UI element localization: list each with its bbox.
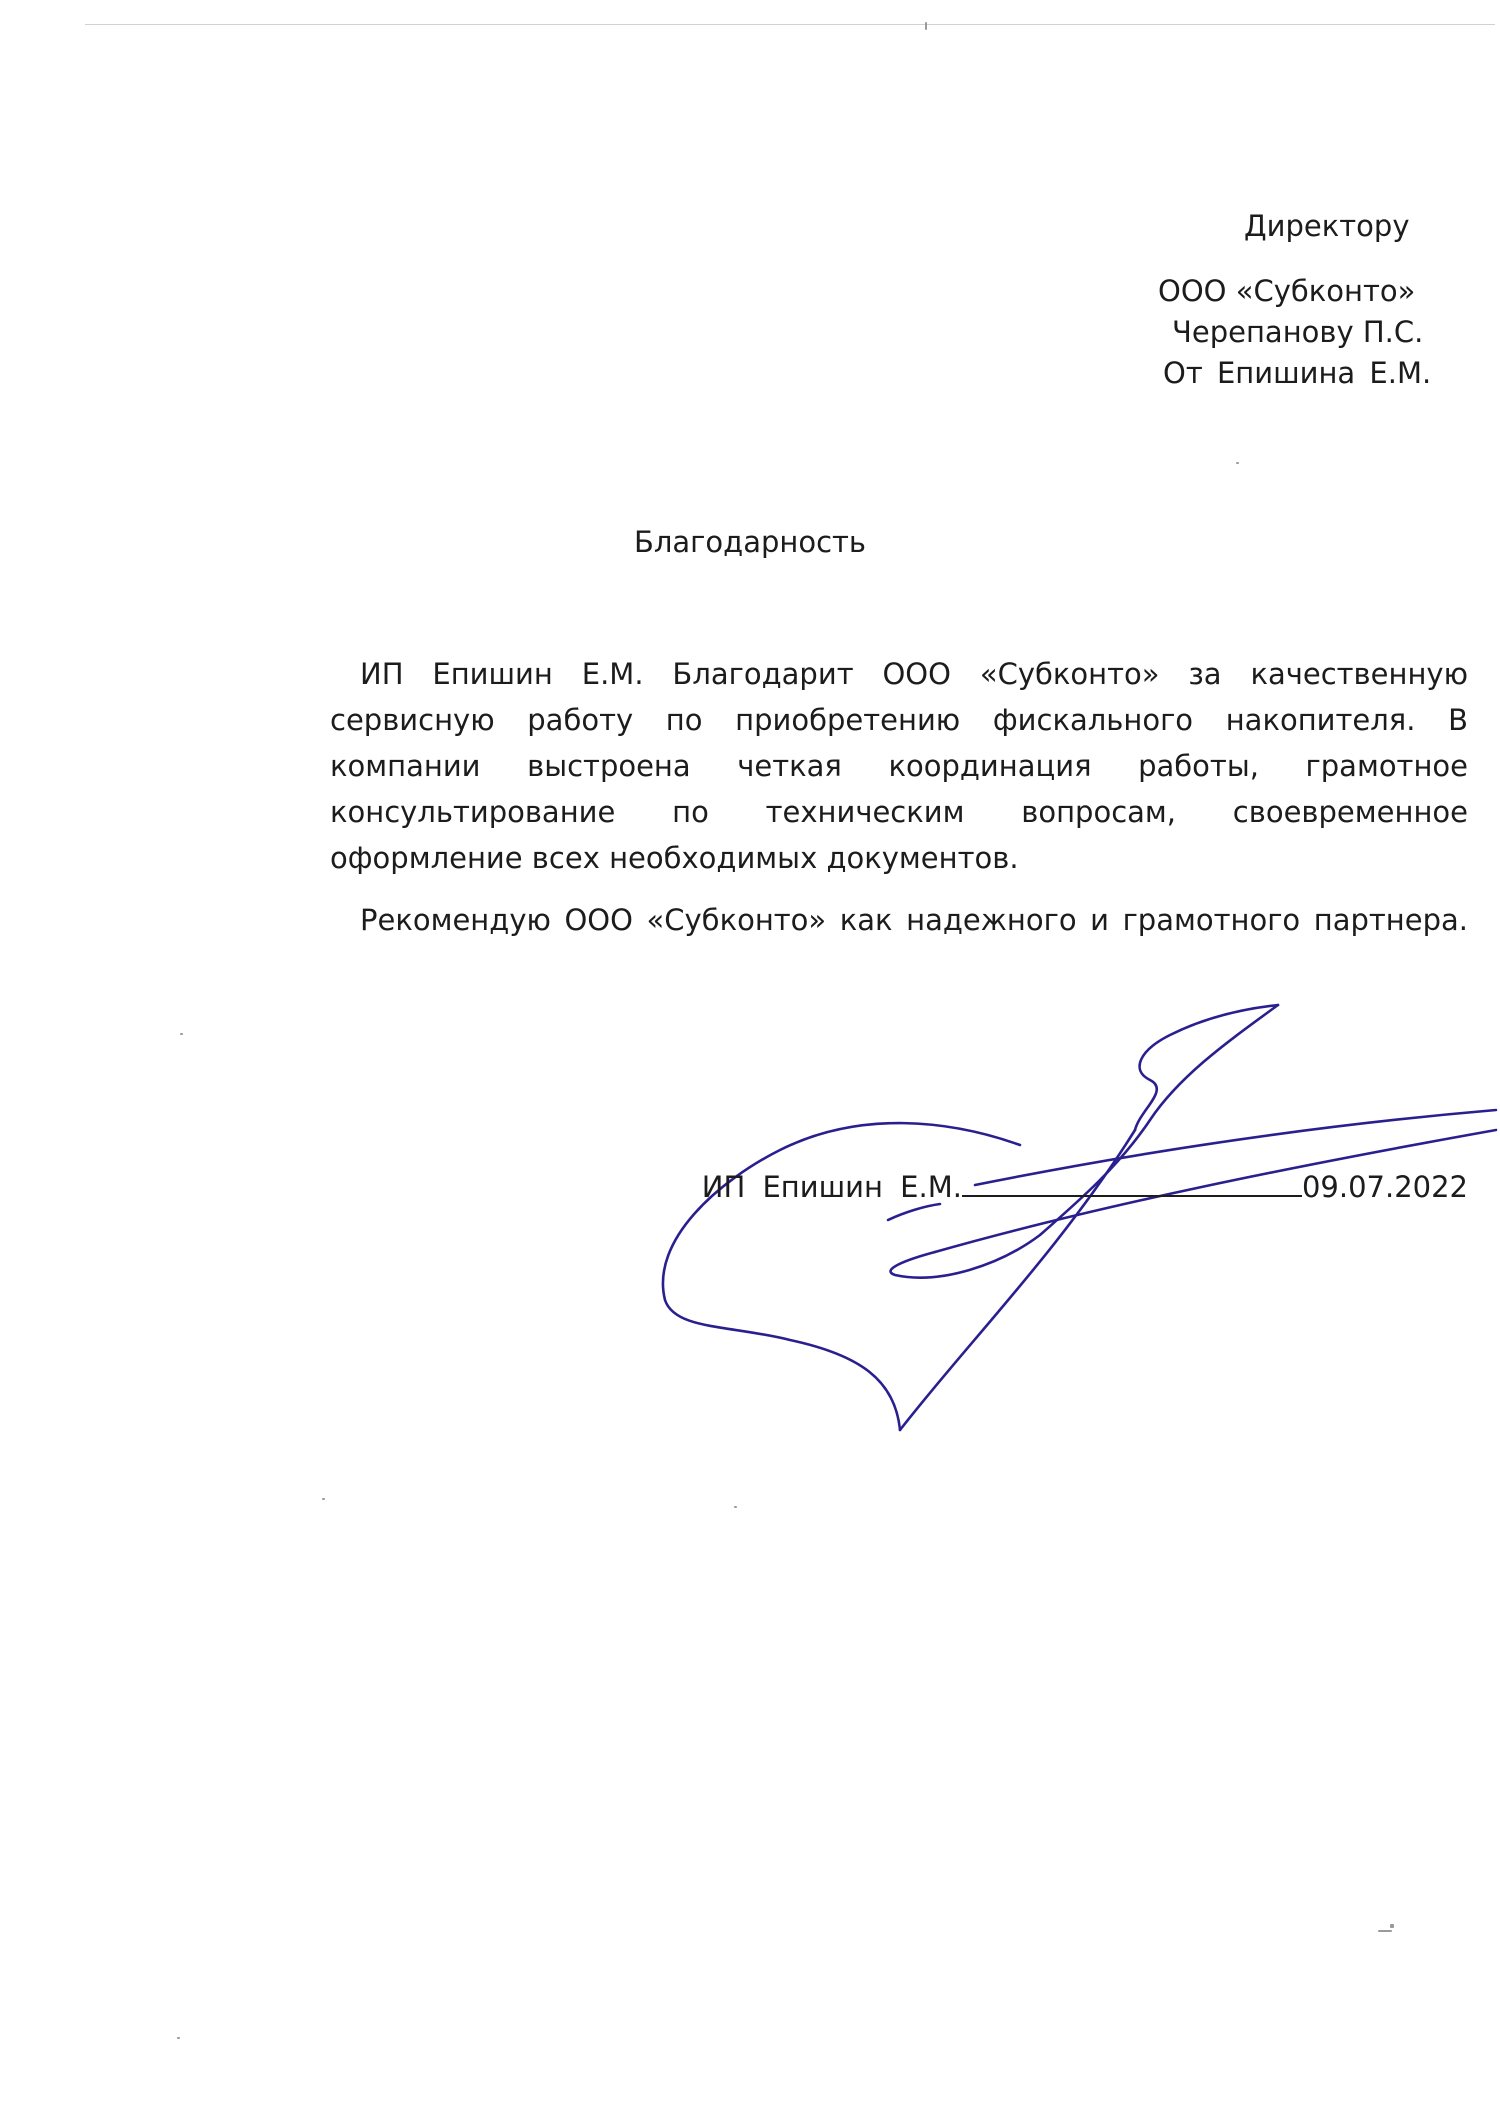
addressee-company: ООО «Субконто» bbox=[1158, 274, 1416, 308]
scan-speck bbox=[180, 1033, 183, 1035]
body-paragraph-1: ИП Епишин Е.М. Благодарит ООО «Субконто» за качественную сервисную работу по приобретению фискального накопителя. В компании выстроена четкая координация работы, грамотное консультирование по техническим вопросам, своевременное оформление всех необходимых документов. bbox=[330, 657, 1468, 875]
scan-speck bbox=[1378, 1930, 1392, 1932]
sender-line: От Епишина Е.М. bbox=[1163, 356, 1432, 390]
scan-speck bbox=[925, 22, 927, 30]
scan-speck bbox=[322, 1498, 325, 1500]
scan-speck bbox=[734, 1506, 737, 1508]
scan-speck bbox=[1390, 1924, 1394, 1928]
scan-speck bbox=[177, 2037, 180, 2039]
signature-line bbox=[0, 1169, 1468, 1202]
scan-speck bbox=[1236, 462, 1239, 464]
signer-name: ИП Епишин Е.М. bbox=[701, 1170, 962, 1204]
signature-blank bbox=[962, 1169, 1302, 1197]
addressee-position: Директору bbox=[1244, 209, 1410, 243]
addressee-name: Черепанову П.С. bbox=[1172, 315, 1424, 349]
document-title: Благодарность bbox=[633, 525, 867, 559]
body-paragraph-2: Рекомендую ООО «Субконто» как надежного и грамотного партнера. bbox=[360, 903, 1468, 937]
signature-date: 09.07.2022 bbox=[1301, 1170, 1468, 1204]
